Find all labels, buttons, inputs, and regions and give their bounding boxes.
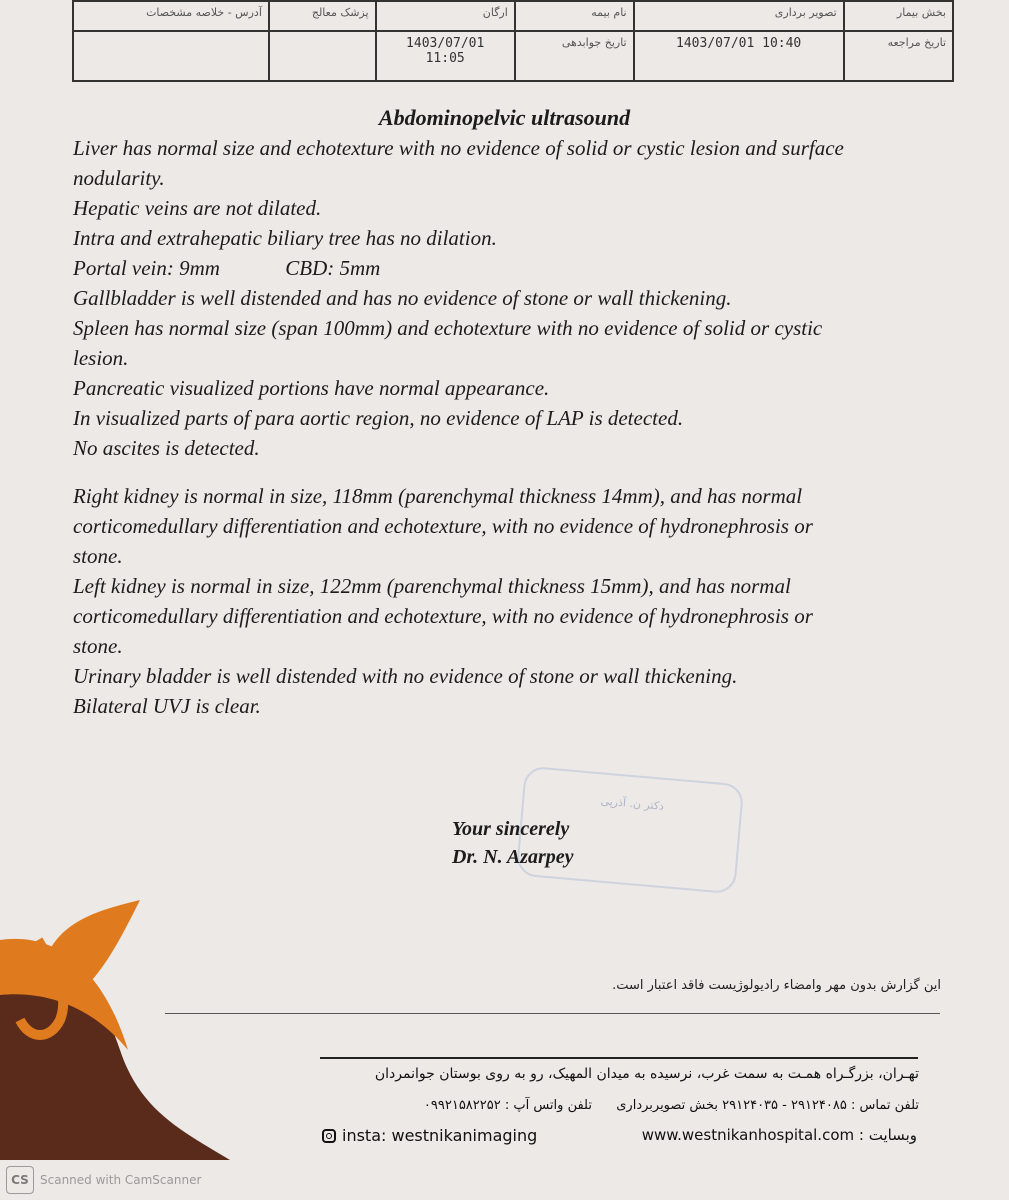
- services-label: نام بیمه: [515, 1, 634, 31]
- report-date-label: تاریخ جوابدهی: [515, 31, 634, 81]
- phone-numbers: ۲۹۱۲۴۰۸۵ - ۲۹۱۲۴۰۳۵: [722, 1098, 847, 1113]
- website: [642, 1126, 917, 1144]
- whatsapp-label: تلفن واتس آپ :: [504, 1098, 592, 1113]
- report-line: stone.: [73, 634, 123, 658]
- visit-date-label: تاریخ مراجعه: [844, 31, 953, 81]
- report-line: Spleen has normal size (span 100mm) and echotexture with no evidence of solid or cystic: [73, 316, 823, 340]
- imaging-date-label: تصویر برداری: [634, 1, 844, 31]
- paragraph-gap: [73, 463, 933, 481]
- portal-vein: Portal vein: 9mm: [73, 256, 220, 280]
- report-line: Right kidney is normal in size, 118mm (parenchymal thickness 14mm), and has normal: [73, 484, 803, 508]
- report-line: corticomedullary differentiation and echotexture, with no evidence of hydronephrosis or: [73, 514, 813, 538]
- report-date: 1403/07/01: [406, 36, 485, 51]
- divider: [165, 1013, 940, 1014]
- report-title: Abdominopelvic ultrasound: [378, 105, 631, 130]
- insurance-label: آدرس - خلاصه مشخصات: [73, 1, 269, 31]
- patient-info-table: [72, 0, 954, 82]
- report-body: [73, 133, 933, 721]
- hospital-address: تهـران، بزرگـراه همـت به سمت غرب، نرسیده به میدان المهیک، رو به روی بوستان جوانمردان: [374, 1066, 919, 1082]
- empty-cell: [73, 31, 269, 81]
- doctor-name: Dr. N. Azarpey: [452, 846, 574, 868]
- report-line: nodularity.: [73, 166, 165, 190]
- camscanner-text: Scanned with CamScanner: [40, 1173, 202, 1187]
- camscanner-icon: CS: [6, 1166, 34, 1194]
- report-line: Urinary bladder is well distended with no evidence of stone or wall thickening.: [73, 664, 738, 688]
- cbd: CBD: 5mm: [285, 256, 381, 280]
- closing-text: Your sincerely: [452, 818, 570, 840]
- report-line: lesion.: [73, 346, 129, 370]
- report-line: No ascites is detected.: [73, 436, 260, 460]
- signature-block: [452, 815, 573, 871]
- contact-phones: [424, 1098, 919, 1113]
- report-time: 11:05: [425, 51, 465, 66]
- report-line: Pancreatic visualized portions have normal appearance.: [73, 376, 550, 400]
- instagram-text: insta: westnikanimaging: [342, 1126, 538, 1145]
- report-line: Liver has normal size and echotexture with no evidence of solid or cystic lesion and surface: [73, 136, 844, 160]
- instagram-handle[interactable]: [322, 1126, 537, 1145]
- report-line-portal: [73, 253, 933, 283]
- whatsapp-number: ۰۹۹۲۱۵۸۲۲۵۲: [423, 1098, 501, 1113]
- organ-label: ارگان: [376, 1, 515, 31]
- report-date-value: [376, 31, 515, 81]
- empty-cell: [269, 31, 376, 81]
- report-line: Intra and extrahepatic biliary tree has no dilation.: [73, 226, 497, 250]
- report-line: Gallbladder is well distended and has no evidence of stone or wall thickening.: [73, 286, 732, 310]
- camscanner-watermark: [6, 1166, 201, 1194]
- stamp-text: دکتر ن. آذرپی: [600, 794, 665, 813]
- report-line: stone.: [73, 544, 123, 568]
- phone-label: تلفن تماس :: [850, 1098, 919, 1113]
- website-label: وبسایت :: [858, 1126, 917, 1144]
- radiologist-label: پزشک معالج: [269, 1, 376, 31]
- report-line: In visualized parts of para aortic region, no evidence of LAP is detected.: [73, 406, 684, 430]
- validity-note: این گزارش بدون مهر وامضاء رادیولوژیست فاقد اعتبار است.: [612, 978, 941, 993]
- report-line: Left kidney is normal in size, 122mm (parenchymal thickness 15mm), and has normal: [73, 574, 791, 598]
- hospital-logo: [0, 900, 230, 1160]
- divider: [320, 1057, 918, 1059]
- imaging-dept: بخش تصویربرداری: [616, 1098, 719, 1113]
- report-line: corticomedullary differentiation and echotexture, with no evidence of hydronephrosis or: [73, 604, 813, 628]
- report-line: Bilateral UVJ is clear.: [73, 694, 261, 718]
- report-line: Hepatic veins are not dilated.: [73, 196, 322, 220]
- department-label: بخش بیمار: [844, 1, 953, 31]
- instagram-icon: [322, 1129, 336, 1143]
- imaging-datetime-value: 1403/07/01 10:40: [634, 31, 844, 81]
- website-url[interactable]: www.westnikanhospital.com: [641, 1126, 855, 1144]
